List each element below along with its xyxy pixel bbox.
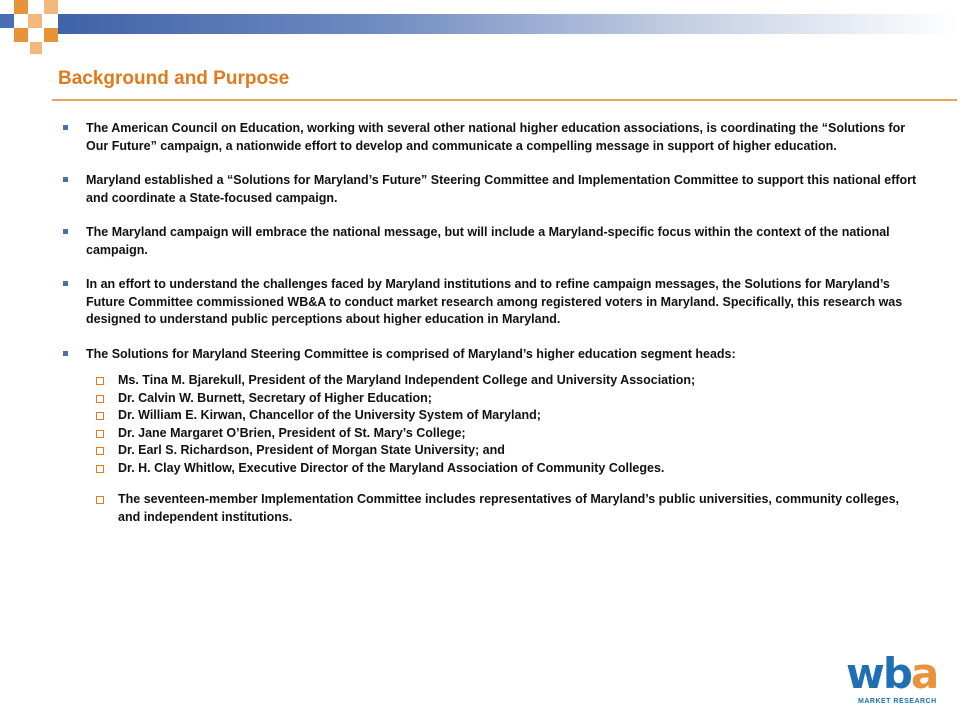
bullet-item	[60, 224, 920, 259]
logo-letter: a	[910, 649, 938, 698]
sub-bullet-item	[118, 442, 920, 460]
wba-logo	[846, 650, 946, 710]
checkbox-square-icon	[96, 395, 104, 403]
decor-square	[14, 0, 28, 14]
bullet-text: The Maryland campaign will embrace the national message, but will include a Maryland-specific focus within the context of the national campaign.	[86, 225, 890, 257]
bullet-square-icon	[63, 125, 68, 130]
decor-square	[44, 28, 58, 42]
header-gradient-bar	[58, 14, 960, 34]
checkbox-square-icon	[96, 430, 104, 438]
bullet-square-icon	[63, 281, 68, 286]
sub-bullet-item	[118, 407, 920, 425]
bullet-item	[60, 276, 920, 329]
sub-bullet-item	[118, 390, 920, 408]
bullet-square-icon	[63, 177, 68, 182]
bullet-item	[60, 120, 920, 155]
decor-square	[30, 42, 42, 54]
logo-letter: b	[882, 649, 911, 698]
checkbox-square-icon	[96, 496, 104, 504]
sub-bullet-text: Dr. H. Clay Whitlow, Executive Director of the Maryland Association of Community Colleges.	[118, 460, 665, 475]
checkbox-square-icon	[96, 465, 104, 473]
bullet-text: Maryland established a “Solutions for Maryland’s Future” Steering Committee and Implementation Committee to support this national effort and coordinate a State-focused campaign.	[86, 173, 917, 205]
logo-tagline: MARKET RESEARCH	[858, 698, 937, 705]
sub-bullet-item	[118, 425, 920, 443]
slide-body	[60, 120, 920, 526]
bullet-text: The American Council on Education, working with several other national higher education associations, is coordinating the “Solutions for Our Future” campaign, a nationwide effort to develop and communicate a compelling message in support of higher education.	[86, 121, 906, 153]
sub-bullet-text: Dr. Calvin W. Burnett, Secretary of Higher Education;	[118, 390, 432, 405]
decor-square	[0, 14, 14, 28]
sub-bullet-item	[118, 491, 920, 526]
logo-letter: w	[846, 649, 883, 698]
bullet-text: In an effort to understand the challenges faced by Maryland institutions and to refine campaign messages, the Solutions for Maryland’s Future Committee commissioned WB&A to conduct market research among registered voters in Maryland. Specifically, this research was designed to understand public perceptions about higher education in Maryland.	[86, 277, 903, 326]
decor-square	[28, 14, 42, 28]
decor-square	[44, 0, 58, 14]
sub-bullet-text: Dr. William E. Kirwan, Chancellor of the University System of Maryland;	[118, 408, 541, 422]
bullet-text: The Solutions for Maryland Steering Committee is comprised of Maryland’s higher education segment heads:	[86, 346, 736, 361]
checkbox-square-icon	[96, 447, 104, 455]
sub-bullet-item	[118, 372, 920, 390]
sub-bullet-text: Ms. Tina M. Bjarekull, President of the Maryland Independent College and University Association;	[118, 373, 696, 387]
checkbox-square-icon	[96, 377, 104, 385]
sub-bullet-item	[118, 460, 920, 478]
sub-bullet-text: Dr. Jane Margaret O’Brien, President of St. Mary’s College;	[118, 425, 466, 440]
title-divider	[52, 99, 957, 101]
bullet-square-icon	[63, 229, 68, 234]
sub-bullet-text: Dr. Earl S. Richardson, President of Morgan State University; and	[118, 443, 505, 457]
bullet-item	[60, 346, 920, 364]
sub-bullet-list	[60, 372, 920, 526]
slide-title: Background and Purpose	[58, 68, 290, 89]
bullet-item	[60, 172, 920, 207]
decor-square	[14, 28, 28, 42]
sub-bullet-text: The seventeen-member Implementation Committee includes representatives of Maryland’s public universities, community colleges, and independent institutions.	[118, 492, 900, 524]
bullet-square-icon	[63, 351, 68, 356]
logo-wordmark	[846, 650, 937, 698]
checkbox-square-icon	[96, 412, 104, 420]
